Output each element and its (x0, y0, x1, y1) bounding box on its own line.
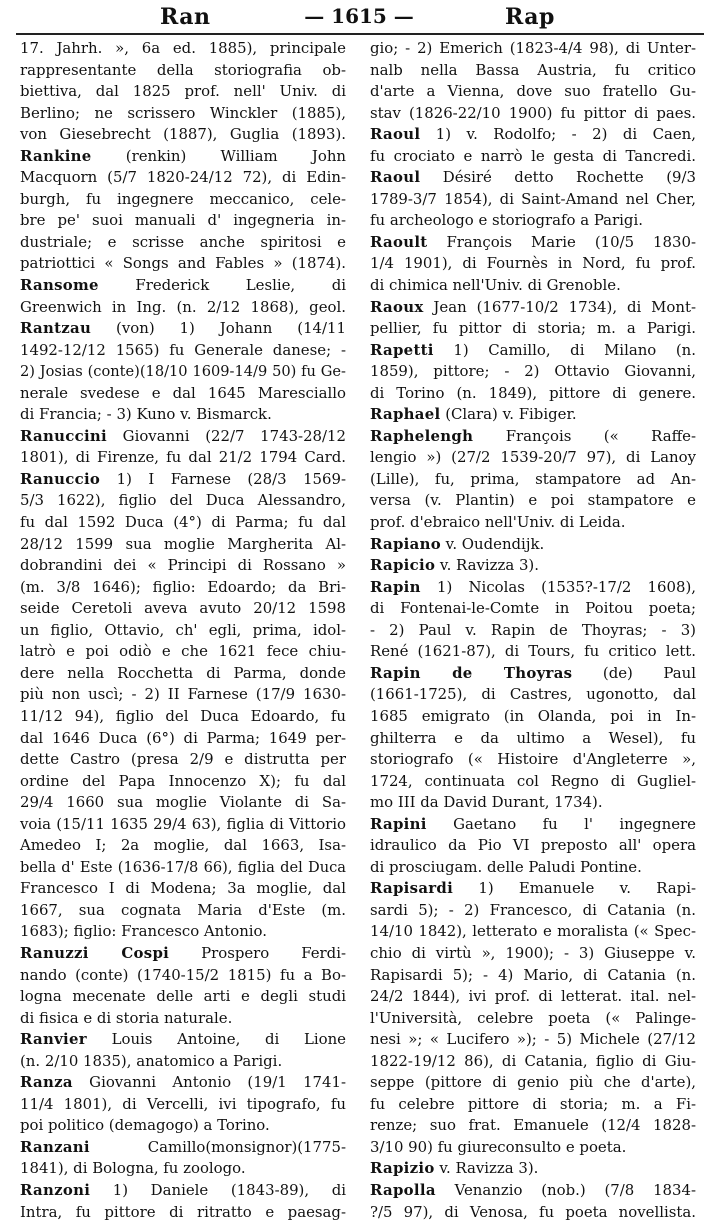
line-text: biettiva, dal 1825 prof. nell' Univ. di (20, 82, 346, 101)
entry-first-line (370, 534, 696, 556)
line-text: logna mecenate delle arti e degli studi (20, 987, 346, 1006)
header-left-guideword: Ran (160, 4, 211, 30)
line-text: Gaetano fu l' ingegnere (426, 814, 696, 833)
line-text: 3/10 90) fu giureconsulto e poeta. (370, 1137, 627, 1156)
text-line (370, 986, 696, 1008)
text-line (20, 771, 346, 793)
line-text: seide Ceretoli aveva avuto 20/12 1598 (20, 599, 346, 618)
text-line (20, 965, 346, 987)
text-line (370, 146, 696, 168)
line-text: Macquorn (5/7 1820-24/12 72), di Edin- (20, 168, 346, 187)
line-text: di Fontenai-le-Comte in Poitou poeta; (370, 599, 696, 618)
line-text: René (1621-87), di Tours, fu critico lett. (370, 642, 696, 661)
text-line (370, 641, 696, 663)
entry-headword: Raoul (370, 125, 421, 144)
line-text: storiografo (« Histoire d'Angleterre », (370, 750, 696, 769)
text-line (20, 986, 346, 1008)
line-text: - 2) Paul v. Rapin de Thoyras; - 3) (370, 620, 696, 639)
page-header (0, 0, 718, 32)
text-line (370, 1115, 696, 1137)
text-line (370, 1029, 696, 1051)
text-line (20, 728, 346, 750)
text-line (20, 60, 346, 82)
text-line (370, 1094, 696, 1116)
text-line (370, 792, 696, 814)
entry-first-line (370, 404, 696, 426)
entry-headword: Ransome (20, 276, 99, 295)
text-line (370, 900, 696, 922)
text-line (20, 253, 346, 275)
line-text: burgh, fu ingegnere meccanico, cele- (20, 189, 346, 208)
line-text: gio; - 2) Emerich (1823-4/4 98), di Unter- (370, 39, 696, 57)
text-line (370, 835, 696, 857)
line-text: nerale svedese e dal 1645 Maresciallo (20, 383, 346, 402)
text-line (370, 383, 696, 405)
text-line (370, 81, 696, 103)
line-text: Amedeo I; 2a moglie, dal 1663, Isa- (20, 836, 346, 855)
line-text: von Giesebrecht (1887), Guglia (1893). (20, 125, 346, 144)
text-line (20, 512, 346, 534)
entry-headword: Rankine (20, 146, 92, 165)
text-line (20, 1202, 346, 1223)
line-text: 1) v. Rodolfo; - 2) di Caen, (420, 125, 696, 144)
line-text: dette Castro (presa 2/9 e distrutta per (20, 750, 346, 769)
line-text: 1492-12/12 1565) fu Generale danese; - (20, 340, 346, 359)
line-text: 14/10 1842), letterato e moralista (« Spec- (370, 922, 696, 941)
line-text: 17. Jahrh. », 6a ed. 1885), principale (20, 39, 346, 57)
line-text: Désiré detto Rochette (9/3 (420, 168, 696, 187)
line-text: 1) Emanuele v. Rapi- (453, 879, 696, 898)
right-column (370, 38, 696, 1223)
line-text: (n. 2/10 1835), anatomico a Parigi. (20, 1051, 283, 1070)
line-text: poi politico (demagogo) a Torino. (20, 1116, 270, 1135)
entry-first-line (20, 1029, 346, 1051)
line-text: l'Università, celebre poeta (« Palinge- (370, 1008, 696, 1027)
text-line (20, 641, 346, 663)
text-line (370, 1072, 696, 1094)
text-line (370, 318, 696, 340)
text-line (20, 210, 346, 232)
text-line (370, 275, 696, 297)
text-line (20, 857, 346, 879)
text-line (20, 792, 346, 814)
entry-first-line (370, 340, 696, 362)
entry-headword: Ranzani (20, 1137, 90, 1156)
text-line (370, 60, 696, 82)
line-text: François (« Raffe- (473, 426, 696, 445)
text-line (370, 620, 696, 642)
entry-headword: Ranzoni (20, 1180, 91, 1199)
text-line (20, 921, 346, 943)
text-line (20, 1094, 346, 1116)
entry-headword: Ranza (20, 1073, 73, 1092)
line-text: voia (15/11 1635 29/4 63), figlia di Vittorio (20, 814, 346, 833)
text-line (370, 857, 696, 879)
text-line (370, 684, 696, 706)
line-text: Jean (1677-10/2 1734), di Mont- (423, 297, 696, 316)
text-line (370, 1202, 696, 1223)
text-line (20, 103, 346, 125)
text-line (370, 253, 696, 275)
line-text: Giovanni (22/7 1743-28/12 (107, 426, 346, 445)
text-line (20, 598, 346, 620)
text-line (20, 900, 346, 922)
entry-first-line (370, 555, 696, 577)
entry-first-line (20, 318, 346, 340)
line-text: di chimica nell'Univ. di Grenoble. (370, 276, 621, 295)
line-text: Francesco I di Modena; 3a moglie, dal (20, 879, 346, 898)
line-text: sardi 5); - 2) Francesco, di Catania (n. (370, 900, 696, 919)
text-line (20, 620, 346, 642)
line-text: rappresentante della storiografia ob- (20, 60, 346, 79)
line-text: nalb nella Bassa Austria, fu critico (370, 60, 696, 79)
text-line (20, 38, 346, 60)
entry-headword: Ranuccini (20, 426, 107, 445)
line-text: v. Oudendijk. (440, 534, 545, 553)
line-text: 1859), pittore; - 2) Ottavio Giovanni, (370, 362, 696, 381)
left-column (20, 38, 346, 1223)
line-text: idraulico da Pio VI preposto all' opera (370, 836, 696, 855)
text-line (370, 965, 696, 987)
text-line (370, 1137, 696, 1159)
line-text: ghilterra e da ultimo a Wesel), fu (370, 728, 696, 747)
entry-first-line (370, 297, 696, 319)
text-line (370, 1051, 696, 1073)
text-line (20, 167, 346, 189)
entry-first-line (20, 426, 346, 448)
entry-headword: Rantzau (20, 319, 92, 338)
text-line (20, 577, 346, 599)
text-line (370, 728, 696, 750)
line-text: (renkin) William John (91, 146, 346, 165)
text-line (20, 706, 346, 728)
text-line (20, 1115, 346, 1137)
text-line (370, 189, 696, 211)
text-line (370, 469, 696, 491)
entry-first-line (370, 814, 696, 836)
text-line (20, 663, 346, 685)
line-text: Louis Antoine, di Lione (86, 1030, 346, 1049)
line-text: versa (v. Plantin) e poi stampatore e (370, 491, 696, 510)
text-line (370, 771, 696, 793)
line-text: stav (1826-22/10 1900) fu pittor di paes. (370, 103, 696, 122)
line-text: fu crociato e narrò le gesta di Tancredi. (370, 146, 696, 165)
text-line (20, 684, 346, 706)
line-text: v. Ravizza 3). (434, 1159, 539, 1178)
entry-first-line (370, 1158, 696, 1180)
line-text: 1789-3/7 1854), di Saint-Amand nel Cher, (370, 189, 696, 208)
line-text: chio di virtù », 1900); - 3) Giuseppe v. (370, 943, 696, 962)
line-text: 1) I Farnese (28/3 1569- (100, 469, 346, 488)
text-line (370, 490, 696, 512)
text-line (20, 361, 346, 383)
line-text: dere nella Rocchetta di Parma, donde (20, 663, 346, 682)
line-text: nesi »; « Lucifero »); - 5) Michele (27/12 (370, 1030, 696, 1049)
line-text: 1) Daniele (1843-89), di (90, 1180, 346, 1199)
line-text: Frederick Leslie, di (98, 276, 346, 295)
line-text: nando (conte) (1740-15/2 1815) fu a Bo- (20, 965, 346, 984)
entry-headword: Raoult (370, 232, 428, 251)
line-text: Intra, fu pittore di ritratto e paesag- (20, 1202, 346, 1221)
entry-first-line (370, 124, 696, 146)
entry-first-line (20, 1137, 346, 1159)
line-text: 5/3 1622), figlio del Duca Alessandro, (20, 491, 346, 510)
text-line (370, 361, 696, 383)
line-text: Rapisardi 5); - 4) Mario, di Catania (n. (370, 965, 696, 984)
text-line (20, 555, 346, 577)
text-line (20, 1008, 346, 1030)
line-text: 1822-19/12 86), di Catania, figlio di Giu- (370, 1051, 696, 1070)
line-text: Greenwich in Ing. (n. 2/12 1868), geol. (20, 297, 346, 316)
line-text: 1667, sua cognata Maria d'Este (m. (20, 900, 346, 919)
line-text: mo III da David Durant, 1734). (370, 793, 603, 812)
text-line (20, 835, 346, 857)
line-text: più non uscì; - 2) II Farnese (17/9 1630- (20, 685, 346, 704)
text-line (370, 1008, 696, 1030)
line-text: dustriale; e scrisse anche spiritosi e (20, 232, 346, 251)
entry-first-line (20, 1072, 346, 1094)
text-line (20, 383, 346, 405)
text-line (20, 404, 346, 426)
entry-headword: Raoux (370, 297, 424, 316)
line-text: 1) Camillo, di Milano (n. (433, 340, 696, 359)
line-text: 28/12 1599 sua moglie Margherita Al- (20, 534, 346, 553)
text-line (20, 878, 346, 900)
text-line (370, 512, 696, 534)
entry-headword: Raphelengh (370, 426, 474, 445)
line-text: 1841), di Bologna, fu zoologo. (20, 1159, 246, 1178)
entry-headword: Raoul (370, 168, 421, 187)
text-line (20, 124, 346, 146)
page-number: — 1615 — (304, 4, 414, 28)
text-line (20, 1051, 346, 1073)
line-text: dal 1646 Duca (6°) di Parma; 1649 per- (20, 728, 346, 747)
line-text: 2) Josias (conte)(18/10 1609-14/9 50) fu Ge- (20, 363, 346, 381)
line-text: Berlino; ne scrissero Winckler (1885), (20, 103, 346, 122)
line-text: patriottici « Songs and Fables » (1874). (20, 254, 346, 273)
line-text: François Marie (10/5 1830- (427, 232, 696, 251)
line-text: dobrandini dei « Principi di Rossano » (20, 556, 346, 575)
line-text: (Lille), fu, prima, stampatore ad An- (370, 469, 696, 488)
text-line (20, 189, 346, 211)
line-text: Camillo(monsignor)(1775- (89, 1137, 346, 1156)
line-text: 29/4 1660 sua moglie Violante di Sa- (20, 793, 346, 812)
entry-first-line (370, 167, 696, 189)
line-text: fu archeologo e storiografo a Parigi. (370, 211, 643, 230)
header-rule (16, 33, 704, 35)
line-text: ?/5 97), di Venosa, fu poeta novellista. (370, 1202, 696, 1221)
header-right-guideword: Rap (505, 4, 555, 30)
entry-headword: Ranuccio (20, 469, 101, 488)
line-text: bre pe' suoi manuali d' ingegneria in- (20, 211, 346, 230)
line-text: seppe (pittore di genio più che d'arte), (370, 1073, 696, 1092)
line-text: prof. d'ebraico nell'Univ. di Leida. (370, 513, 626, 532)
line-text: 1683); figlio: Francesco Antonio. (20, 922, 267, 941)
line-text: latrò e poi odiò e che 1621 fece chiu- (20, 642, 346, 661)
entry-headword: Rapin (370, 577, 421, 596)
text-line (20, 534, 346, 556)
entry-headword: Raphael (370, 405, 441, 424)
text-line (20, 340, 346, 362)
text-line (20, 297, 346, 319)
entry-headword: Ranvier (20, 1030, 87, 1049)
text-line (370, 598, 696, 620)
entry-headword: Rapini (370, 814, 427, 833)
entry-headword: Rapicio (370, 556, 436, 575)
line-text: v. Ravizza 3). (435, 556, 539, 575)
entry-headword: Rapin de Thoyras (370, 663, 573, 682)
text-line (20, 490, 346, 512)
entry-headword: Rapizio (370, 1159, 435, 1178)
entry-first-line (20, 275, 346, 297)
line-text: renze; suo frat. Emanuele (12/4 1828- (370, 1116, 696, 1135)
line-text: fu dal 1592 Duca (4°) di Parma; fu dal (20, 513, 346, 532)
entry-headword: Rapisardi (370, 879, 454, 898)
line-text: di prosciugam. delle Paludi Pontine. (370, 857, 642, 876)
line-text: di Torino (n. 1849), pittore di genere. (370, 383, 696, 402)
line-text: di fisica e di storia naturale. (20, 1008, 233, 1027)
line-text: lengio ») (27/2 1539-20/7 97), di Lanoy (370, 448, 696, 467)
line-text: 11/4 1801), di Vercelli, ivi tipografo, fu (20, 1094, 346, 1113)
line-text: d'arte a Vienna, dove suo fratello Gu- (370, 82, 696, 101)
text-line (370, 943, 696, 965)
entry-first-line (370, 1180, 696, 1202)
line-text: 1801), di Firenze, fu dal 21/2 1794 Card. (20, 448, 346, 467)
line-text: bella d' Este (1636-17/8 66), figlia del Duca (20, 858, 346, 876)
line-text: Giovanni Antonio (19/1 1741- (72, 1073, 346, 1092)
text-line (370, 447, 696, 469)
text-line (370, 921, 696, 943)
entry-first-line (370, 878, 696, 900)
line-text: 11/12 94), figlio del Duca Edoardo, fu (20, 706, 346, 725)
entry-headword: Rapetti (370, 340, 434, 359)
text-line (370, 103, 696, 125)
line-text: 1/4 1901), di Fournès in Nord, fu prof. (370, 254, 696, 273)
entry-headword: Rapiano (370, 534, 441, 553)
text-line (20, 232, 346, 254)
line-text: (1661-1725), di Castres, ugonotto, dal (370, 685, 696, 704)
line-text: (von) 1) Johann (14/11 (91, 319, 346, 338)
line-text: un figlio, Ottavio, ch' egli, prima, idol- (20, 620, 346, 639)
entry-first-line (20, 469, 346, 491)
text-line (20, 814, 346, 836)
entry-first-line (370, 663, 696, 685)
entry-first-line (370, 232, 696, 254)
text-line (370, 749, 696, 771)
entry-headword: Rapolla (370, 1180, 436, 1199)
line-text: (Clara) v. Fibiger. (440, 405, 577, 424)
entry-first-line (370, 577, 696, 599)
line-text: pellier, fu pittor di storia; m. a Parigi. (370, 319, 696, 338)
line-text: (m. 3/8 1646); figlio: Edoardo; da Bri- (20, 577, 346, 596)
text-line (20, 1158, 346, 1180)
text-line (370, 706, 696, 728)
line-text: 1724, continuata col Regno di Gugliel- (370, 771, 696, 790)
line-text: 24/2 1844), ivi prof. di letterat. ital. nel- (370, 987, 696, 1006)
entry-first-line (370, 426, 696, 448)
line-text: 1) Nicolas (1535?-17/2 1608), (420, 577, 696, 596)
line-text: Prospero Ferdi- (169, 943, 346, 962)
text-line (370, 210, 696, 232)
line-text: (de) Paul (572, 663, 697, 682)
line-text: fu celebre pittore di storia; m. a Fi- (370, 1094, 696, 1113)
text-line (20, 81, 346, 103)
entry-first-line (20, 146, 346, 168)
line-text: Venanzio (nob.) (7/8 1834- (435, 1180, 696, 1199)
entry-first-line (20, 943, 346, 965)
text-line (20, 749, 346, 771)
line-text: ordine del Papa Innocenzo X); fu dal (20, 771, 346, 790)
entry-headword: Ranuzzi Cospi (20, 943, 170, 962)
line-text: di Francia; - 3) Kuno v. Bismarck. (20, 405, 272, 424)
text-line (370, 38, 696, 60)
entry-first-line (20, 1180, 346, 1202)
text-line (20, 447, 346, 469)
line-text: 1685 emigrato (in Olanda, poi in In- (370, 706, 696, 725)
